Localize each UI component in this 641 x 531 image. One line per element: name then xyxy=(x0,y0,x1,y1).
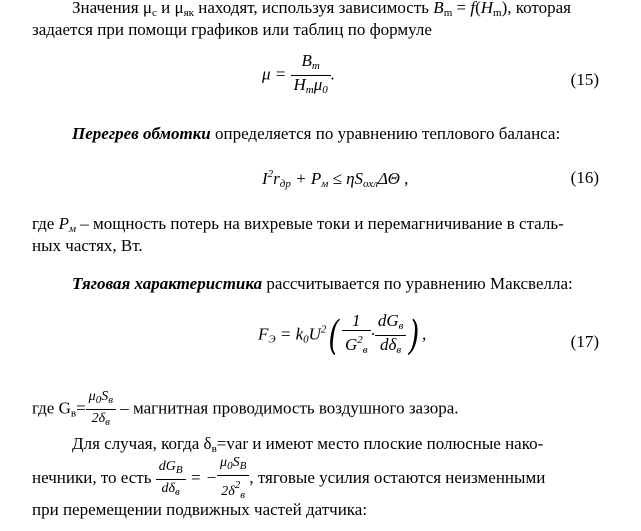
fraction-2 xyxy=(375,312,407,359)
text-fragment: где xyxy=(32,214,59,233)
subscript: в xyxy=(396,344,402,356)
symbol-r: r xyxy=(273,169,280,188)
para6-line3: при перемещении подвижных частей датчика: xyxy=(32,500,368,519)
subscript: m xyxy=(305,84,314,96)
para2-line xyxy=(72,124,560,144)
text-fragment: + P xyxy=(290,169,322,188)
denominator: G xyxy=(345,335,358,354)
text-fragment: Значения μ xyxy=(72,0,152,17)
text-fragment: ≤ ηS xyxy=(328,169,364,188)
equation-number-15: (15) xyxy=(570,70,599,89)
text-fragment: = xyxy=(452,0,471,17)
subscript: в xyxy=(108,394,113,406)
para4-line xyxy=(72,274,573,294)
text-fragment: Для случая, когда δ xyxy=(72,434,212,453)
symbol-P: P xyxy=(58,214,69,233)
subscript: B xyxy=(175,463,183,476)
dot-operator: · xyxy=(370,324,375,344)
numerator: B xyxy=(301,51,312,70)
text-fragment: рассчитывается по уравнению Максвелла: xyxy=(262,274,573,293)
equation-number-16: (16) xyxy=(570,168,599,187)
text-fragment: = k xyxy=(275,324,304,344)
numerator: dG xyxy=(377,311,399,330)
symbol-mu: μ xyxy=(220,455,228,470)
subscript: 0 xyxy=(303,333,309,346)
text-fragment: ( xyxy=(475,0,481,17)
symbol-I: I xyxy=(262,169,268,188)
subscript: в xyxy=(211,443,217,455)
text-fragment: – мощность потерь на вихревые токи и перемагничивание в сталь- xyxy=(76,214,564,233)
subscript: в xyxy=(240,489,246,501)
superscript: 2 xyxy=(234,479,241,491)
superscript: 2 xyxy=(320,323,327,336)
para3-line2: ных частях, Вт. xyxy=(32,236,143,255)
heading-bold: Тяговая характеристика xyxy=(72,274,263,293)
text-fragment: нечники, то есть xyxy=(32,467,152,487)
symbol-U: U xyxy=(308,324,321,344)
heading-bold: Перегрев обмотки xyxy=(72,124,211,143)
symbol-H: H xyxy=(480,0,494,17)
denominator: 2δ xyxy=(221,484,235,499)
symbol-mu: μ xyxy=(313,75,323,94)
fraction-1 xyxy=(342,312,371,359)
text-fragment: = xyxy=(76,398,86,418)
subscript: 0 xyxy=(227,460,233,472)
subscript: m xyxy=(311,60,320,72)
eq-tail: , xyxy=(422,324,427,344)
subscript: охл xyxy=(363,178,378,190)
superscript: 2 xyxy=(267,168,274,180)
eq-tail: . xyxy=(330,64,336,84)
text-fragment: ΔΘ , xyxy=(378,169,409,188)
equation-17 xyxy=(258,312,426,359)
subscript: в xyxy=(398,320,404,332)
symbol-S: S xyxy=(232,455,240,470)
equation-15 xyxy=(262,52,335,99)
right-paren: ) xyxy=(408,312,420,359)
symbol-F: F xyxy=(258,324,269,344)
fraction xyxy=(291,52,331,99)
superscript: 2 xyxy=(357,334,363,346)
fraction-dG-ddelta xyxy=(156,458,186,501)
equation-16 xyxy=(262,168,408,190)
subscript: с xyxy=(151,7,157,19)
subscript: як xyxy=(183,7,194,19)
denominator: dδ xyxy=(380,335,397,354)
subscript: м xyxy=(321,178,329,190)
para6-line2 xyxy=(32,454,545,504)
subscript: Э xyxy=(268,333,276,346)
text-fragment: = − xyxy=(185,467,218,487)
text-fragment: и μ xyxy=(156,0,184,17)
text-fragment: ), которая xyxy=(501,0,571,17)
text-fragment: находят, используя зависимость xyxy=(193,0,434,17)
text-fragment: , тяговые усилия остаются неизменными xyxy=(249,467,546,487)
text-fragment: =var и имеют место плоские полюсные нако- xyxy=(216,434,544,453)
text-fragment: – магнитная проводимость воздушного зазора. xyxy=(115,398,459,418)
numerator: 1 xyxy=(342,312,371,331)
subscript: в xyxy=(70,407,77,420)
subscript: 0 xyxy=(322,84,328,96)
fraction-mu-s xyxy=(217,454,249,504)
denominator: H xyxy=(293,75,306,94)
eq-lhs: μ = xyxy=(262,64,287,84)
left-paren: ( xyxy=(328,312,340,359)
subscript: 0 xyxy=(95,394,102,406)
subscript: в xyxy=(105,416,110,428)
equation-number-17: (17) xyxy=(570,332,599,351)
symbol-B: B xyxy=(433,0,444,17)
text-fragment: определяется по уравнению теплового баланса: xyxy=(210,124,561,143)
denominator: 2δ xyxy=(91,411,106,426)
subscript: m xyxy=(493,7,502,19)
para1-line2: задается при помощи графиков или таблиц по формуле xyxy=(32,20,432,39)
denominator: dδ xyxy=(161,480,176,496)
subscript: м xyxy=(68,223,76,235)
numerator: dG xyxy=(158,458,176,474)
subscript: в xyxy=(362,344,368,356)
subscript: B xyxy=(239,460,247,472)
subscript: в xyxy=(175,485,180,498)
subscript: др xyxy=(279,178,291,190)
symbol-S: S xyxy=(101,389,109,404)
para5-line xyxy=(32,388,459,433)
symbol-mu: μ xyxy=(88,389,96,404)
subscript: m xyxy=(443,7,453,19)
symbol-f: f xyxy=(470,0,476,17)
text-fragment: где G xyxy=(32,398,71,418)
fraction-conductance xyxy=(86,388,116,431)
